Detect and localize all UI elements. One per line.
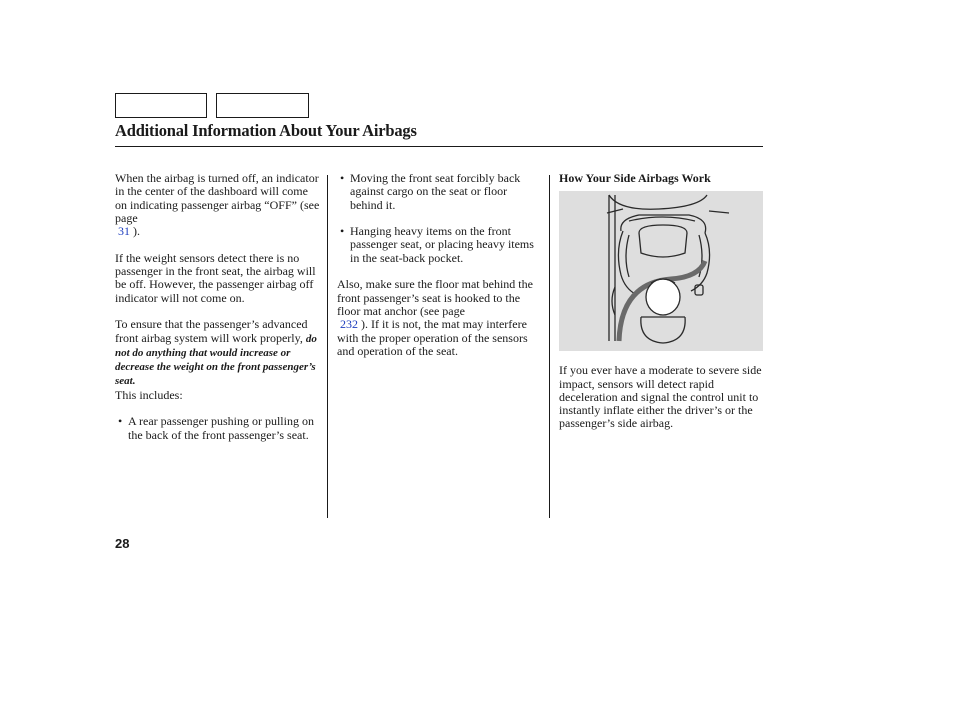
- paragraph-text-end: ). If it is not, the mat may interfere with the proper operation of the sensors and operation of the seat.: [337, 317, 528, 358]
- list-item-text: Hanging heavy items on the front passenger seat, or placing heavy items in the seat-back pocket.: [350, 224, 534, 265]
- paragraph-ensure: [115, 318, 320, 402]
- column-divider-2: [549, 175, 550, 518]
- column-1: [115, 172, 320, 455]
- list-item-text: A rear passenger pushing or pulling on the back of the front passenger’s seat.: [128, 414, 314, 442]
- paragraph-text-end: ).: [130, 224, 140, 239]
- warning-emphasis: do not do anything that would increase or decrease the weight on the front passenger’s seat.: [115, 332, 317, 388]
- page-link-31[interactable]: 31: [118, 224, 130, 239]
- paragraph-side-impact: If you ever have a moderate to severe side impact, sensors will detect rapid deceleration and signal the control unit to instantly inflate either the driver’s or the passenger’s side airbag.: [559, 363, 762, 431]
- paragraph-floor-mat: [337, 278, 542, 358]
- column-2: [337, 172, 542, 371]
- paragraph-weight-sensors: If the weight sensors detect there is no passenger in the front seat, the airbag will be off. However, the passenger airbag off indicator will not come on.: [115, 250, 316, 305]
- paragraph-airbag-off: [115, 172, 320, 238]
- paragraph-text: When the airbag is turned off, an indicator in the center of the dashboard will come on indicating passenger airbag “OFF” (see page: [115, 171, 320, 225]
- page-link-232[interactable]: 232: [340, 317, 358, 332]
- paragraph-text-end: This includes:: [115, 387, 183, 402]
- nav-box-right[interactable]: [216, 93, 309, 118]
- bullet-marker: •: [340, 171, 345, 185]
- side-airbag-illustration: [559, 191, 763, 351]
- list-item-text: Moving the front seat forcibly back against cargo on the seat or floor behind it.: [350, 171, 521, 212]
- column-divider-1: [327, 175, 328, 518]
- bullet-marker: •: [118, 414, 123, 429]
- list-item: [337, 225, 542, 265]
- paragraph-text: To ensure that the passenger’s advanced front airbag system will work properly,: [115, 317, 308, 345]
- list-item: [337, 172, 542, 212]
- nav-box-left[interactable]: [115, 93, 207, 118]
- paragraph-text: Also, make sure the floor mat behind the front passenger’s seat is hooked to the floor mat anchor (see page: [337, 277, 533, 318]
- seat-occupant-icon: [559, 191, 763, 351]
- column-3: [559, 172, 764, 444]
- page-title: Additional Information About Your Airbags: [115, 121, 417, 140]
- bullet-marker: •: [340, 224, 345, 239]
- list-item: [115, 415, 320, 442]
- section-heading: How Your Side Airbags Work: [559, 171, 711, 185]
- page-number: 28: [115, 536, 130, 551]
- title-rule: [115, 146, 763, 147]
